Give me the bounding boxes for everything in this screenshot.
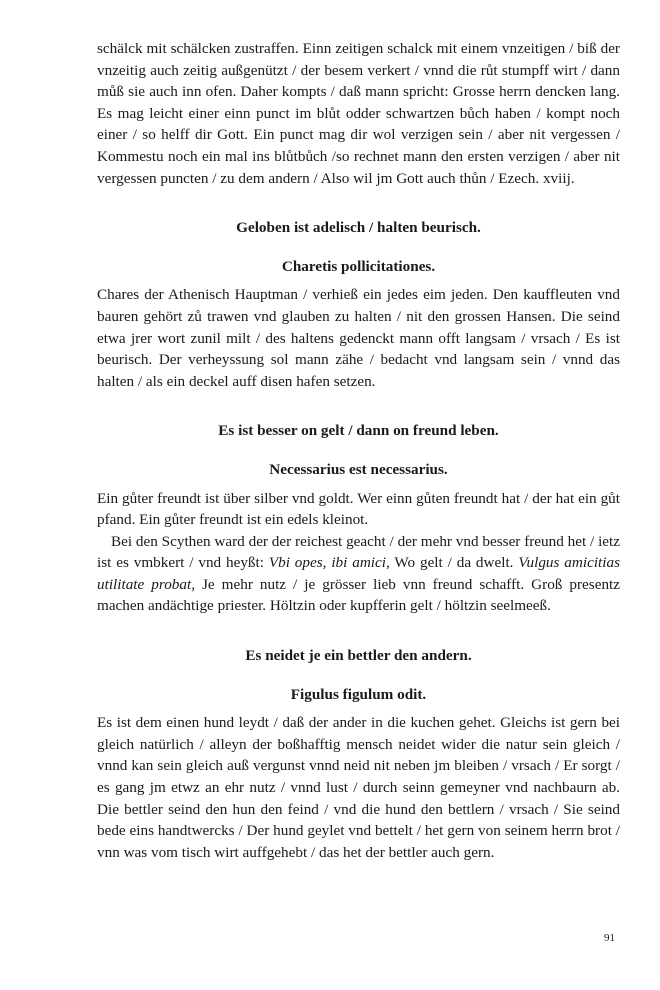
section-2-body-continued [97, 531, 620, 617]
section-2-text-a: Bei den Scythen ward der der reichest geacht / der mehr vnd besser freund het / ietz ist es vmbkert / vnd heyßt: [97, 532, 620, 572]
latin-quote-2: Vulgus amicitias utilitate probat, [97, 554, 620, 593]
latin-quote-1: Vbi opes, ibi amici, [268, 554, 390, 572]
section-2-text-b: Wo gelt / da dwelt. [389, 554, 519, 572]
page-number: 91 [604, 932, 615, 944]
section-2-title: Es ist besser on gelt / dann on freund leben. [218, 422, 499, 440]
section-1-body: Chares der Athenisch Hauptman / verhieß ein jedes eim jeden. Den kauffleuten vnd bauren gehört zů trawen vnd glauben zu halten / nit den grossen Hansen. Die seind etwa jrer wort zunil milt / des haltens gedenckt mann offt langsam / vrsach / Es ist beurisch. Der verheyssung sol mann zähe / bedacht vnd langsam sein / vnnd das halten / als ein deckel auff disen hafen setzen. [97, 286, 620, 390]
section-2-body: Ein gůter freundt ist über silber vnd goldt. Wer einn gůten freundt hat / der hat ein gůt pfand. Ein gůter freundt ist ein edels kleinot. [97, 489, 620, 529]
section-3-subtitle: Figulus figulum odit. [290, 685, 427, 703]
page-content [97, 38, 620, 863]
section-2-subtitle: Necessarius est necessarius. [269, 460, 448, 478]
section-2-text-c: Je mehr nutz / je grösser lieb vnn freund schafft. Groß presentz machen andächtige priester. Höltzin oder kupfferin gelt / höltzin seelmeeß. [97, 575, 620, 615]
section-1-title: Geloben ist adelisch / halten beurisch. [236, 219, 481, 237]
section-1-subtitle: Charetis pollicitationes. [281, 257, 436, 275]
section-3-body: Es ist dem einen hund leydt / daß der ander in die kuchen gehet. Gleichs ist gern bei gleich natürlich / alleyn der boßhafftig mensch neidet wider die natur sein gleich / vnnd kan sein gleich auß vergunst vnnd neid nit neben jm bleiben / vrsach / Er sorgt / es gang jm etwz an ehr nutz / vnnd lust / durch seinn gemeyner vnd nachbaurn ab. Die bettler seind den hun den feind / vnd die hund den bettlern / vrsach / Sie seind bede eins handtwercks / Der hund geylet vnd bettelt / het gern von seinem herrn brot / vnn was vom tisch wirt auffgehebt / das het der bettler auch gern. [97, 714, 620, 861]
intro-paragraph: schälck mit schälcken zustraffen. Einn zeitigen schalck mit einem vnzeitigen / biß der vnzeitig auch zeitig außgenützt / der besem verkert / vnnd die růt stumpff wirt / dann můß sie auch inn ofen. Daher kompts / daß mann spricht: Grosse herrn dencken lang. Es mag leicht einer einn punct im blůt odder schwartzen bůch haben / kompt noch einer / so helff dir Gott. Ein punct mag dir wol verzigen sein / aber nit vergessen / Kommestu noch ein mal ins blůtbůch /so rechnet mann den ersten verzigen / aber nit vergessen puncten / zu dem andern / Also wil jm Gott auch thůn / Ezech. xviij. [97, 40, 620, 187]
section-3-title: Es neidet je ein bettler den andern. [245, 647, 472, 665]
